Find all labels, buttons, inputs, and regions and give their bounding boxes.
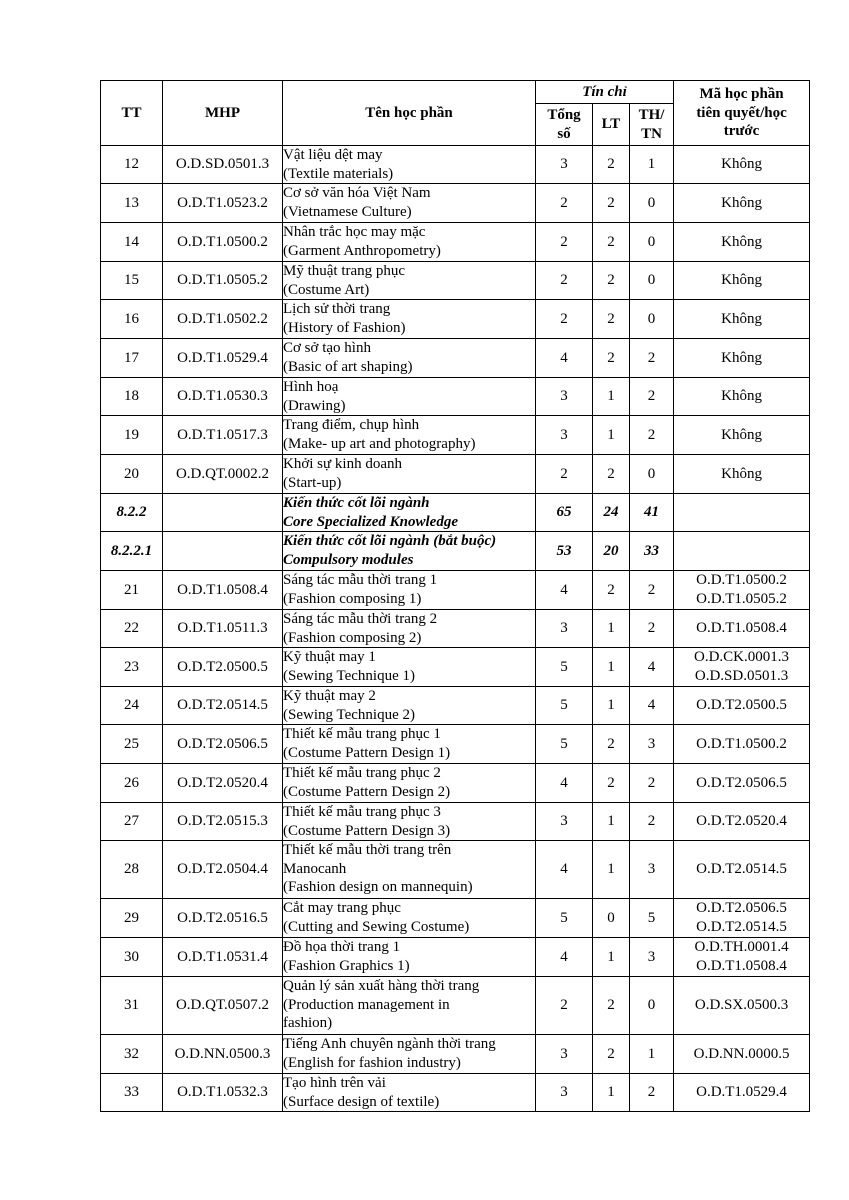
cell-lt: 2 [593, 571, 630, 610]
course-name-line: Compulsory modules [283, 551, 414, 568]
course-name-line: Vật liệu dệt may [283, 147, 383, 163]
cell-total: 3 [536, 803, 593, 841]
header-thtn-line: TN [641, 125, 662, 142]
course-name-line: Cơ sở tạo hình [283, 340, 371, 356]
cell-mhp: O.D.T2.0515.3 [163, 803, 283, 841]
prerequisite-code: O.D.TH.0001.4 [694, 939, 789, 955]
course-name-line: Core Specialized Knowledge [283, 513, 458, 530]
cell-tt: 23 [101, 648, 163, 687]
cell-lt: 1 [593, 803, 630, 841]
prerequisite-code: Không [721, 233, 762, 250]
cell-total: 5 [536, 687, 593, 725]
course-name-line: (Textile materials) [283, 165, 394, 182]
prerequisite-code: O.D.T2.0520.4 [696, 813, 787, 829]
cell-prerequisite [674, 1035, 810, 1074]
section-row [101, 532, 810, 571]
course-name-line: Kiến thức cốt lõi ngành [283, 495, 430, 511]
table-row [101, 571, 810, 610]
cell-total: 4 [536, 339, 593, 378]
cell-total: 3 [536, 416, 593, 455]
course-name-line: (Costume Pattern Design 1) [283, 744, 451, 761]
cell-lt: 1 [593, 378, 630, 416]
table-row [101, 803, 810, 841]
cell-total: 3 [536, 610, 593, 648]
cell-mhp: O.D.T1.0502.2 [163, 300, 283, 339]
cell-course-name [283, 223, 536, 262]
header-thtn [630, 104, 674, 146]
cell-course-name [283, 1074, 536, 1112]
cell-total: 4 [536, 764, 593, 803]
cell-lt: 1 [593, 841, 630, 899]
course-name-line: Đồ họa thời trang 1 [283, 939, 401, 955]
cell-total: 3 [536, 1074, 593, 1112]
cell-lt: 2 [593, 184, 630, 223]
prerequisite-code: Không [721, 156, 762, 172]
cell-prerequisite [674, 899, 810, 938]
cell-lt: 0 [593, 899, 630, 938]
prerequisite-code: O.D.T1.0508.4 [696, 958, 787, 974]
header-prerequisite-line: Mã học phần [699, 86, 784, 103]
cell-tt: 18 [101, 378, 163, 416]
prerequisite-code: Không [721, 426, 762, 443]
cell-mhp: O.D.T2.0520.4 [163, 764, 283, 803]
course-name-line: Quản lý sản xuất hàng thời trang [283, 978, 480, 994]
cell-total: 65 [536, 494, 593, 532]
prerequisite-code: O.D.T1.0500.2 [696, 735, 787, 752]
cell-course-name [283, 262, 536, 300]
cell-tt: 28 [101, 841, 163, 899]
cell-lt: 1 [593, 416, 630, 455]
cell-thtn: 3 [630, 938, 674, 977]
table-row [101, 610, 810, 648]
cell-thtn: 5 [630, 899, 674, 938]
cell-mhp: O.D.T2.0500.5 [163, 648, 283, 687]
cell-prerequisite [674, 571, 810, 610]
prerequisite-code: O.D.T1.0505.2 [696, 591, 787, 607]
cell-prerequisite [674, 764, 810, 803]
cell-thtn: 41 [630, 494, 674, 532]
cell-thtn: 33 [630, 532, 674, 571]
cell-tt: 19 [101, 416, 163, 455]
cell-course-name [283, 494, 536, 532]
cell-total: 3 [536, 1035, 593, 1074]
cell-mhp: O.D.T1.0508.4 [163, 571, 283, 610]
cell-thtn: 2 [630, 416, 674, 455]
prerequisite-code: O.D.SD.0501.3 [694, 668, 789, 684]
cell-total: 2 [536, 262, 593, 300]
cell-thtn: 2 [630, 610, 674, 648]
cell-total: 3 [536, 378, 593, 416]
cell-prerequisite [674, 184, 810, 223]
course-name-line: (Cutting and Sewing Costume) [283, 918, 470, 935]
cell-prerequisite [674, 687, 810, 725]
table-row [101, 899, 810, 938]
cell-tt: 20 [101, 455, 163, 494]
prerequisite-code: O.D.NN.0000.5 [693, 1045, 790, 1062]
course-name-line: Tạo hình trên vải [283, 1075, 386, 1091]
course-name-line: (Sewing Technique 2) [283, 706, 415, 723]
header-prerequisite [674, 81, 810, 146]
cell-mhp: O.D.T1.0529.4 [163, 339, 283, 378]
table-row [101, 938, 810, 977]
course-name-line: Cắt may trang phục [283, 900, 401, 916]
cell-tt: 17 [101, 339, 163, 378]
course-name-line: (Start-up) [283, 474, 342, 491]
cell-mhp: O.D.SD.0501.3 [163, 146, 283, 184]
prerequisite-code: O.D.T2.0514.5 [696, 861, 787, 877]
cell-prerequisite [674, 1074, 810, 1112]
cell-total: 2 [536, 300, 593, 339]
cell-tt: 24 [101, 687, 163, 725]
table-row [101, 764, 810, 803]
cell-course-name [283, 610, 536, 648]
cell-thtn: 0 [630, 977, 674, 1035]
prerequisite-code: O.D.T2.0506.5 [696, 900, 787, 916]
course-name-line: fashion) [283, 1015, 333, 1031]
cell-course-name [283, 841, 536, 899]
cell-prerequisite [674, 977, 810, 1035]
curriculum-table [100, 80, 810, 1112]
cell-course-name [283, 146, 536, 184]
cell-thtn: 2 [630, 378, 674, 416]
cell-tt: 29 [101, 899, 163, 938]
cell-thtn: 2 [630, 803, 674, 841]
prerequisite-code: O.D.T1.0529.4 [696, 1084, 787, 1100]
cell-total: 2 [536, 455, 593, 494]
course-name-line: Hình hoạ [283, 379, 339, 395]
course-name-line: Sáng tác mẫu thời trang 2 [283, 611, 438, 627]
prerequisite-code: O.D.CK.0001.3 [694, 649, 790, 665]
prerequisite-code: O.D.SX.0500.3 [694, 997, 789, 1013]
cell-thtn: 2 [630, 339, 674, 378]
cell-tt: 8.2.2 [101, 494, 163, 532]
course-name-line: (Vietnamese Culture) [283, 203, 412, 220]
table-row [101, 1035, 810, 1074]
cell-mhp: O.D.T1.0523.2 [163, 184, 283, 223]
cell-course-name [283, 571, 536, 610]
course-name-line: (Fashion composing 1) [283, 590, 422, 607]
cell-course-name [283, 687, 536, 725]
table-row [101, 378, 810, 416]
cell-tt: 32 [101, 1035, 163, 1074]
course-name-line: Kỹ thuật may 2 [283, 688, 376, 704]
cell-lt: 2 [593, 764, 630, 803]
cell-lt: 20 [593, 532, 630, 571]
table-body [101, 146, 810, 1112]
cell-tt: 15 [101, 262, 163, 300]
cell-lt: 2 [593, 725, 630, 764]
course-name-line: (Make- up art and photography) [283, 435, 476, 452]
cell-prerequisite [674, 146, 810, 184]
header-total-line: số [557, 125, 571, 142]
cell-thtn: 0 [630, 455, 674, 494]
prerequisite-code: O.D.T1.0508.4 [696, 620, 787, 636]
course-name-line: Kiến thức cốt lõi ngành (bắt buộc) [283, 533, 497, 549]
course-name-line: Sáng tác mẫu thời trang 1 [283, 572, 438, 588]
cell-prerequisite [674, 455, 810, 494]
cell-lt: 24 [593, 494, 630, 532]
cell-tt: 14 [101, 223, 163, 262]
cell-mhp: O.D.QT.0507.2 [163, 977, 283, 1035]
prerequisite-code: O.D.T1.0500.2 [696, 572, 787, 588]
header-total-line: Tổng [547, 107, 581, 123]
cell-course-name [283, 532, 536, 571]
cell-lt: 2 [593, 262, 630, 300]
header-lt: LT [593, 104, 630, 146]
course-name-line: Thiết kế mẫu trang phục 3 [283, 804, 441, 820]
prerequisite-code: Không [721, 194, 762, 211]
prerequisite-code: Không [721, 272, 762, 288]
course-name-line: (Sewing Technique 1) [283, 667, 415, 684]
course-name-line: Cơ sở văn hóa Việt Nam [283, 185, 431, 201]
cell-prerequisite [674, 378, 810, 416]
table-row [101, 687, 810, 725]
cell-mhp: O.D.T1.0531.4 [163, 938, 283, 977]
section-row [101, 494, 810, 532]
cell-course-name [283, 378, 536, 416]
course-name-line: (History of Fashion) [283, 319, 406, 336]
course-name-line: (Production management in [283, 996, 450, 1013]
prerequisite-code: O.D.T2.0514.5 [696, 919, 787, 935]
course-name-line: (Fashion design on mannequin) [283, 879, 473, 895]
cell-mhp: O.D.T1.0505.2 [163, 262, 283, 300]
cell-total: 3 [536, 146, 593, 184]
cell-mhp: O.D.T1.0517.3 [163, 416, 283, 455]
course-name-line: (Basic of art shaping) [283, 358, 413, 375]
cell-thtn: 0 [630, 262, 674, 300]
course-name-line: Kỹ thuật may 1 [283, 649, 376, 665]
header-thtn-line: TH/ [638, 107, 665, 123]
cell-mhp: O.D.T2.0516.5 [163, 899, 283, 938]
cell-prerequisite [674, 339, 810, 378]
cell-thtn: 2 [630, 764, 674, 803]
course-name-line: (Fashion Graphics 1) [283, 957, 410, 974]
cell-course-name [283, 648, 536, 687]
cell-tt: 30 [101, 938, 163, 977]
table-row [101, 262, 810, 300]
table-row [101, 146, 810, 184]
cell-mhp: O.D.T2.0504.4 [163, 841, 283, 899]
header-prerequisite-line: trước [723, 123, 760, 140]
table-row [101, 184, 810, 223]
cell-lt: 2 [593, 977, 630, 1035]
table-row [101, 339, 810, 378]
prerequisite-code: Không [721, 388, 762, 404]
cell-lt: 1 [593, 610, 630, 648]
course-name-line: Khởi sự kinh doanh [283, 456, 402, 472]
course-name-line: Manocanh [283, 860, 347, 877]
cell-lt: 1 [593, 648, 630, 687]
cell-prerequisite [674, 648, 810, 687]
course-name-line: Nhân trắc học may mặc [283, 224, 426, 240]
course-name-line: (Fashion composing 2) [283, 629, 422, 646]
cell-thtn: 2 [630, 1074, 674, 1112]
cell-mhp: O.D.T2.0514.5 [163, 687, 283, 725]
cell-tt: 27 [101, 803, 163, 841]
cell-thtn: 0 [630, 223, 674, 262]
prerequisite-code: O.D.T2.0506.5 [696, 774, 787, 791]
cell-prerequisite [674, 300, 810, 339]
course-name-line: Lịch sử thời trang [283, 301, 391, 317]
course-name-line: Trang điểm, chụp hình [283, 417, 420, 433]
cell-mhp: O.D.QT.0002.2 [163, 455, 283, 494]
header-course-name: Tên học phần [283, 81, 536, 146]
prerequisite-code: Không [721, 349, 762, 366]
table-row [101, 648, 810, 687]
cell-lt: 1 [593, 687, 630, 725]
cell-total: 2 [536, 184, 593, 223]
cell-prerequisite [674, 223, 810, 262]
cell-lt: 2 [593, 1035, 630, 1074]
header-mhp: MHP [163, 81, 283, 146]
cell-tt: 21 [101, 571, 163, 610]
cell-course-name [283, 339, 536, 378]
cell-course-name [283, 455, 536, 494]
header-total [536, 104, 593, 146]
table-row [101, 841, 810, 899]
course-name-line: (Costume Pattern Design 2) [283, 783, 451, 800]
cell-lt: 2 [593, 146, 630, 184]
table-row [101, 977, 810, 1035]
table-row [101, 416, 810, 455]
cell-thtn: 3 [630, 841, 674, 899]
cell-course-name [283, 899, 536, 938]
cell-prerequisite [674, 610, 810, 648]
cell-total: 4 [536, 571, 593, 610]
cell-course-name [283, 725, 536, 764]
cell-course-name [283, 416, 536, 455]
cell-course-name [283, 764, 536, 803]
cell-total: 5 [536, 725, 593, 764]
course-name-line: Thiết kế mẫu trang phục 2 [283, 765, 441, 781]
course-name-line: (Costume Pattern Design 3) [283, 822, 451, 839]
cell-lt: 1 [593, 1074, 630, 1112]
cell-mhp: O.D.T1.0532.3 [163, 1074, 283, 1112]
cell-total: 5 [536, 648, 593, 687]
prerequisite-code: Không [721, 310, 762, 327]
course-name-line: Thiết kế mẫu thời trang trên [283, 842, 452, 858]
header-credits: Tín chỉ [536, 81, 674, 104]
cell-thtn: 0 [630, 300, 674, 339]
cell-lt: 1 [593, 938, 630, 977]
course-name-line: (English for fashion industry) [283, 1054, 461, 1071]
cell-prerequisite [674, 938, 810, 977]
course-name-line: (Costume Art) [283, 281, 370, 298]
cell-thtn: 4 [630, 648, 674, 687]
cell-prerequisite [674, 532, 810, 571]
cell-course-name [283, 938, 536, 977]
cell-total: 4 [536, 938, 593, 977]
course-name-line: (Drawing) [283, 397, 346, 414]
cell-mhp: O.D.T1.0530.3 [163, 378, 283, 416]
cell-prerequisite [674, 841, 810, 899]
cell-tt: 13 [101, 184, 163, 223]
cell-total: 53 [536, 532, 593, 571]
header-prerequisite-line: tiên quyết/học [696, 104, 787, 121]
cell-course-name [283, 300, 536, 339]
cell-tt: 22 [101, 610, 163, 648]
cell-mhp: O.D.T2.0506.5 [163, 725, 283, 764]
cell-thtn: 1 [630, 146, 674, 184]
cell-total: 5 [536, 899, 593, 938]
course-name-line: Mỹ thuật trang phục [283, 263, 406, 279]
cell-prerequisite [674, 494, 810, 532]
cell-thtn: 2 [630, 571, 674, 610]
course-name-line: (Garment Anthropometry) [283, 242, 441, 259]
cell-lt: 2 [593, 300, 630, 339]
cell-mhp [163, 494, 283, 532]
course-name-line: Thiết kế mẫu trang phục 1 [283, 726, 441, 742]
cell-prerequisite [674, 416, 810, 455]
cell-prerequisite [674, 803, 810, 841]
prerequisite-code: Không [721, 465, 762, 482]
table-row [101, 300, 810, 339]
cell-thtn: 3 [630, 725, 674, 764]
cell-mhp: O.D.T1.0511.3 [163, 610, 283, 648]
cell-prerequisite [674, 725, 810, 764]
course-name-line: (Surface design of textile) [283, 1093, 440, 1110]
cell-total: 2 [536, 977, 593, 1035]
cell-lt: 2 [593, 455, 630, 494]
table-row [101, 455, 810, 494]
table-row [101, 725, 810, 764]
cell-course-name [283, 977, 536, 1035]
cell-mhp: O.D.T1.0500.2 [163, 223, 283, 262]
cell-thtn: 1 [630, 1035, 674, 1074]
cell-course-name [283, 184, 536, 223]
cell-tt: 33 [101, 1074, 163, 1112]
cell-tt: 12 [101, 146, 163, 184]
cell-tt: 26 [101, 764, 163, 803]
cell-prerequisite [674, 262, 810, 300]
cell-total: 4 [536, 841, 593, 899]
cell-thtn: 4 [630, 687, 674, 725]
cell-thtn: 0 [630, 184, 674, 223]
table-row [101, 1074, 810, 1112]
cell-mhp [163, 532, 283, 571]
cell-lt: 2 [593, 339, 630, 378]
cell-tt: 8.2.2.1 [101, 532, 163, 571]
prerequisite-code: O.D.T2.0500.5 [696, 697, 787, 713]
cell-total: 2 [536, 223, 593, 262]
cell-course-name [283, 1035, 536, 1074]
header-tt: TT [101, 81, 163, 146]
cell-tt: 25 [101, 725, 163, 764]
cell-lt: 2 [593, 223, 630, 262]
cell-tt: 31 [101, 977, 163, 1035]
table-row [101, 223, 810, 262]
course-name-line: Tiếng Anh chuyên ngành thời trang [283, 1036, 496, 1052]
cell-course-name [283, 803, 536, 841]
cell-mhp: O.D.NN.0500.3 [163, 1035, 283, 1074]
cell-tt: 16 [101, 300, 163, 339]
